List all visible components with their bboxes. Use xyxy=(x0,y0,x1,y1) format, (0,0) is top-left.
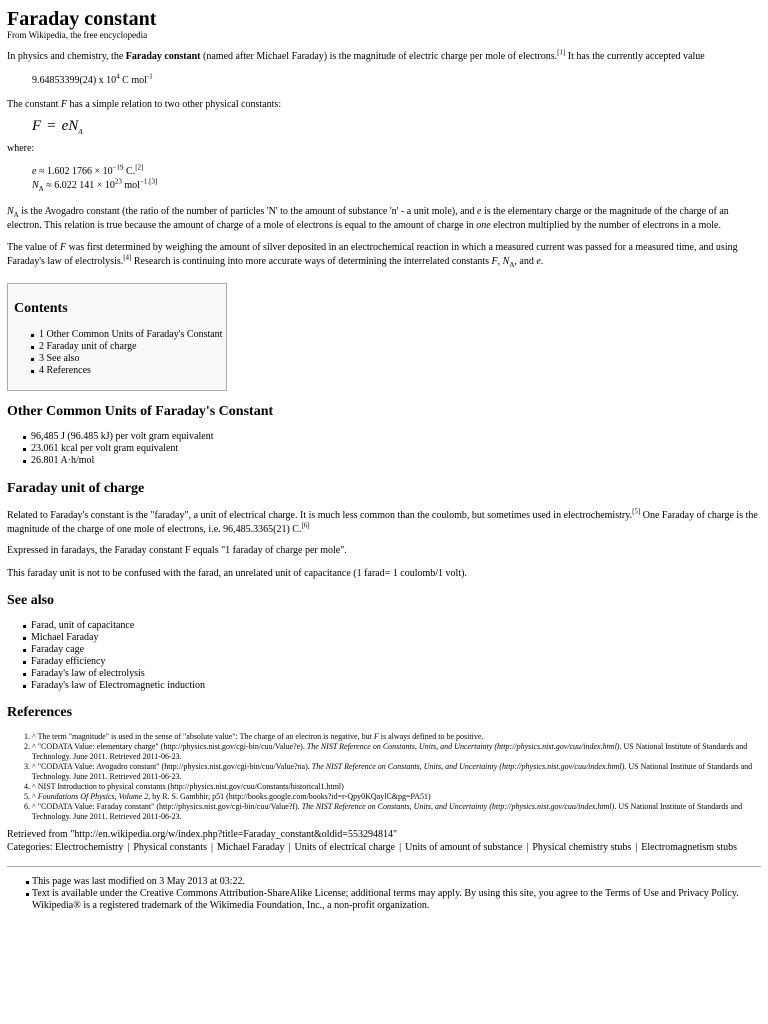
intro-paragraph: In physics and chemistry, the Faraday constant (named after Michael Faraday) is the magnitude of electric charge per mole of electrons.[1] It has the currently accepted value xyxy=(7,48,705,62)
constant-definitions xyxy=(32,165,157,193)
units-list xyxy=(7,431,213,467)
see-also-link-law-of-induction[interactable]: Faraday's law of Electromagnetic induction xyxy=(7,680,205,692)
reference-item: 6. ^ "CODATA Value: Faraday constant" (http://physics.nist.gov/cgi-bin/cuu/Value?f). The NIST Reference on Constants, Units, and Uncertainty (http://physics.nist.gov/cuu/index.html). US National Institute of Standards and Technology. June 2011. Retrieved 2011-06-23. xyxy=(32,802,763,822)
toc-item-units[interactable]: 1 Other Common Units of Faraday's Constant xyxy=(14,329,222,341)
reference-item: 5. ^ Foundations Of Physics, Volume 2, by R. S. Gambhir, p51 (http://books.google.com/books?id=r-Qpy0KQaylC&pg=PA51) xyxy=(32,792,763,802)
formula-equation: $F = eN_A$ xyxy=(32,118,83,136)
faraday-unit-paragraph-2: Expressed in faradays, the Faraday constant F equals "1 faraday of charge per mole". xyxy=(7,545,347,556)
retrieved-from: Retrieved from "http://en.wikipedia.org/w/index.php?title=Faraday_constant&oldid=553294814" xyxy=(7,829,398,840)
list-item: 23.061 kcal per volt gram equivalent xyxy=(7,443,213,455)
reference-item: 3. ^ "CODATA Value: Avogadro constant" (http://physics.nist.gov/cgi-bin/cuu/Value?na). The NIST Reference on Constants, Units, and Uncertainty (http://physics.nist.gov/cuu/index.html). US National Institute of Standards and Technology. June 2011. Retrieved 2011-06-23. xyxy=(32,762,763,782)
see-also-list xyxy=(7,620,205,692)
category-link[interactable]: Physical constants xyxy=(133,842,207,853)
elementary-charge-def: e ≈ 1.602 $1766 \times 10^{-19}$ C.[2] xyxy=(32,163,144,177)
toc-list xyxy=(14,329,222,377)
section-heading-units: Other Common Units of Faraday's Constant xyxy=(7,404,274,419)
list-item: 96,485 J (96.485 kJ) per volt gram equivalent xyxy=(7,431,213,443)
category-link[interactable]: Electrochemistry xyxy=(55,842,124,853)
section-heading-see-also: See also xyxy=(7,593,55,608)
last-modified: This page was last modified on 3 May 2013 at 03:22. xyxy=(7,876,763,888)
reference-item: 1. ^ The term "magnitude" is used in the sense of "absolute value": The charge of an electron is negative, but F is always defined to be positive. xyxy=(32,732,763,742)
see-also-link-faraday-efficiency[interactable]: Faraday efficiency xyxy=(7,656,205,668)
category-link[interactable]: Physical chemistry stubs xyxy=(532,842,632,853)
faraday-unit-paragraph-1: Related to Faraday's constant is the "faraday", a unit of electrical charge. It is much less common than the coulomb, but sometimes used in electrochemistry.[5] One Faraday of charge is the magnitude of the charge of one mole of electrons, i.e. 96,485.3365(21) C.[6] xyxy=(7,507,758,535)
categories-bar: Categories: Electrochemistry | Physical constants | Michael Faraday | Units of electrical charge | Units of amount of substance | Physical chemistry stubs | Electromagnetism stubs xyxy=(7,842,738,853)
history-paragraph: The value of F was first determined by weighing the amount of silver deposited in an electrochemical reaction in which a measured current was passed for a measured time, and using Faraday's law of electrolysis.[4] Research is continuing into more accurate ways of determining the interrelated constants F, $N_A$, and e. xyxy=(7,242,738,269)
avogadro-def: $N_A \approx 6.022$ $141 \times 10^{23}$ mol$^{-1.[3]}$ xyxy=(32,177,158,193)
ref-link-5[interactable]: [5] xyxy=(632,507,641,516)
reference-item[interactable]: 4. ^ NIST Introduction to physical constants (http://physics.nist.gov/cuu/Constants/historical1.html) xyxy=(32,782,763,792)
page-title: Faraday constant xyxy=(7,8,157,30)
constant-value: 9.64853399(24) x $10^4$ C mol$^{-1}$ xyxy=(32,72,153,86)
category-link[interactable]: Units of electrical charge xyxy=(294,842,396,853)
ref-link-3[interactable]: .[3] xyxy=(147,177,158,186)
toc-item-see-also[interactable]: 3 See also xyxy=(14,353,222,365)
toc-item-references[interactable]: 4 References xyxy=(14,365,222,377)
categories-label: Categories: xyxy=(7,842,53,853)
list-item: 26.801 A·h/mol xyxy=(7,455,213,467)
where-label: where: xyxy=(7,143,35,154)
reference-item: 2. ^ "CODATA Value: elementary charge" (http://physics.nist.gov/cgi-bin/cuu/Value?e). The NIST Reference on Constants, Units, and Uncertainty (http://physics.nist.gov/cuu/index.html). US National Institute of Standards and Technology. June 2011. Retrieved 2011-06-23. xyxy=(32,742,763,762)
ref-link-6[interactable]: [6] xyxy=(301,521,310,530)
faraday-unit-paragraph-3: This faraday unit is not to be confused with the farad, an unrelated unit of capacitance (1 farad= 1 coulomb/1 volt). xyxy=(7,568,467,579)
relation-paragraph: The constant F has a simple relation to two other physical constants: xyxy=(7,99,282,110)
footer-divider xyxy=(7,866,761,867)
section-heading-faraday-unit: Faraday unit of charge xyxy=(7,481,145,496)
ref-link-2[interactable]: [2] xyxy=(135,163,144,172)
site-tagline: From Wikipedia, the free encyclopedia xyxy=(7,30,148,40)
references-list xyxy=(7,732,763,822)
avogadro-paragraph: $N_A$ is the Avogadro constant (the ratio of the number of particles 'N' to the amount of substance 'n' - a unit mole), and e is the elementary charge or the magnitude of the charge of an electron. This relation is true because the amount of charge of a mole of electrons is equal to the amount of charge in one electron multiplied by the number of electrons in a mole. xyxy=(7,206,729,231)
ref-link-4[interactable]: [4] xyxy=(123,253,132,262)
see-also-link-faraday-cage[interactable]: Faraday cage xyxy=(7,644,205,656)
table-of-contents xyxy=(7,283,227,391)
toc-item-faraday-unit[interactable]: 2 Faraday unit of charge xyxy=(14,341,222,353)
license-notice: Text is available under the Creative Commons Attribution-ShareAlike License; additional terms may apply. By using this site, you agree to the Terms of Use and Privacy Policy. Wikipedia® is a registered trademark of the Wikimedia Foundation, Inc., a non-profit organization. xyxy=(7,888,763,912)
ref-link-1[interactable]: [1] xyxy=(557,48,566,57)
category-link[interactable]: Units of amount of substance xyxy=(405,842,523,853)
toc-title: Contents xyxy=(14,301,68,316)
see-also-link-farad[interactable]: Farad, unit of capacitance xyxy=(7,620,205,632)
category-link[interactable]: Electromagnetism stubs xyxy=(641,842,738,853)
section-heading-references: References xyxy=(7,705,73,720)
see-also-link-law-of-electrolysis[interactable]: Faraday's law of electrolysis xyxy=(7,668,205,680)
see-also-link-michael-faraday[interactable]: Michael Faraday xyxy=(7,632,205,644)
footer-list xyxy=(7,876,763,912)
category-link[interactable]: Michael Faraday xyxy=(217,842,285,853)
